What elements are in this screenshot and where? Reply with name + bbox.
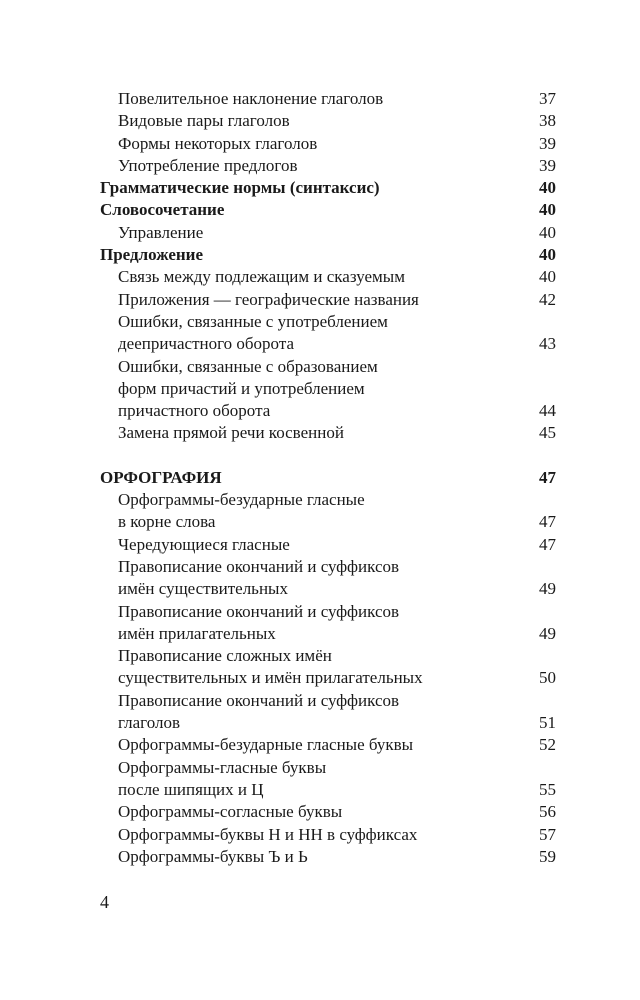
toc-entry-page: 39 xyxy=(539,155,556,175)
toc-entry-page: 39 xyxy=(539,133,556,153)
toc-entry-title: Правописание окончаний и суффиксов xyxy=(118,601,400,621)
toc-entry-title: Предложение xyxy=(100,245,203,265)
toc-entry-title: Правописание окончаний и суффиксов xyxy=(118,690,400,710)
toc-entry-page: 52 xyxy=(539,735,556,755)
toc-entry xyxy=(100,467,556,489)
toc-entry-title: Видовые пары глаголов xyxy=(118,111,290,131)
toc-entry-page: 40 xyxy=(539,178,556,198)
toc-entry-title: Формы некоторых глаголов xyxy=(118,133,318,153)
toc-entry-title: Управление xyxy=(118,222,204,242)
toc-entry xyxy=(100,400,556,422)
toc-entry-title: имён прилагательных xyxy=(118,623,276,643)
toc-entry-title: в корне слова xyxy=(118,512,216,532)
page-number: 4 xyxy=(100,892,109,912)
toc-entry-page: 59 xyxy=(539,846,556,866)
toc-entry xyxy=(100,645,556,667)
toc-entry xyxy=(100,534,556,556)
toc-entry-page: 45 xyxy=(539,423,556,443)
toc-entry-page: 42 xyxy=(539,289,556,309)
toc-entry-title: имён существительных xyxy=(118,579,288,599)
toc-entry-page: 47 xyxy=(539,467,556,487)
table-of-contents xyxy=(100,88,556,868)
toc-entry-page: 56 xyxy=(539,802,556,822)
toc-entry xyxy=(100,311,556,333)
toc-entry-title: после шипящих и Ц xyxy=(118,779,264,799)
toc-entry-title: Правописание сложных имён xyxy=(118,646,332,666)
toc-entry-page: 37 xyxy=(539,89,556,108)
toc-entry-title: Орфограммы-согласные буквы xyxy=(118,802,343,822)
toc-entry xyxy=(100,757,556,779)
toc-entry-title: Приложения — географические названия xyxy=(118,289,419,309)
toc-entry xyxy=(100,846,556,868)
toc-entry-title: Ошибки, связанные с употреблением xyxy=(118,311,388,331)
toc-entry-title: Орфограммы-безударные гласные буквы xyxy=(118,735,414,755)
toc-entry xyxy=(100,289,556,311)
toc-entry xyxy=(100,133,556,155)
toc-entry-page: 49 xyxy=(539,579,556,599)
toc-entry-title: деепричастного оборота xyxy=(118,334,295,354)
toc-entry xyxy=(100,110,556,132)
toc-entry xyxy=(100,779,556,801)
toc-entry-page: 44 xyxy=(539,401,556,421)
toc-entry xyxy=(100,511,556,533)
toc-entry-page: 40 xyxy=(539,245,556,265)
toc-entry xyxy=(100,801,556,823)
toc-entry-title: Орфограммы-буквы Н и НН в суффиксах xyxy=(118,824,418,844)
toc-entry-page: 55 xyxy=(539,779,556,799)
toc-entry-title: ОРФОГРАФИЯ xyxy=(100,467,222,487)
toc-entry-title: глаголов xyxy=(118,713,180,733)
toc-entry-title: Грамматические нормы (синтаксис) xyxy=(100,178,380,198)
toc-entry xyxy=(100,155,556,177)
toc-entry xyxy=(100,601,556,623)
toc-entry-title: Орфограммы-гласные буквы xyxy=(118,757,327,777)
toc-entry-page: 57 xyxy=(539,824,556,844)
toc-entry xyxy=(100,266,556,288)
toc-entry xyxy=(100,623,556,645)
toc-entry xyxy=(100,734,556,756)
toc-entry-page: 43 xyxy=(539,334,556,354)
toc-entry-title: Ошибки, связанные с образованием xyxy=(118,356,378,376)
toc-entry-title: форм причастий и употреблением xyxy=(118,378,365,398)
toc-entry-page: 38 xyxy=(539,111,556,131)
toc-entry-title: Связь между подлежащим и сказуемым xyxy=(118,267,405,287)
toc-entry xyxy=(100,712,556,734)
toc-entry-title: причастного оборота xyxy=(118,401,271,421)
toc-entry xyxy=(100,489,556,511)
toc-entry xyxy=(100,199,556,221)
toc-entry xyxy=(100,222,556,244)
toc-entry-title: Употребление предлогов xyxy=(118,155,298,175)
toc-entry-title: Повелительное наклонение глаголов xyxy=(118,89,384,108)
toc-entry xyxy=(100,824,556,846)
toc-entry xyxy=(100,556,556,578)
toc-entry-page: 40 xyxy=(539,200,556,220)
toc-entry-page: 47 xyxy=(539,512,556,532)
toc-entry-page: 40 xyxy=(539,222,556,242)
toc-entry xyxy=(100,667,556,689)
toc-entry-page: 50 xyxy=(539,668,556,688)
toc-entry xyxy=(100,378,556,400)
toc-entry xyxy=(100,578,556,600)
toc-entry-title: Орфограммы-безударные гласные xyxy=(118,490,365,510)
toc-entry xyxy=(100,244,556,266)
toc-entry-title: Орфограммы-буквы Ъ и Ь xyxy=(118,846,308,866)
toc-entry xyxy=(100,88,556,110)
toc-entry xyxy=(100,422,556,444)
toc-entry-page: 51 xyxy=(539,713,556,733)
toc-entry-title: Словосочетание xyxy=(100,200,225,220)
toc-entry-title: Замена прямой речи косвенной xyxy=(118,423,344,443)
toc-entry-title: существительных и имён прилагательных xyxy=(118,668,423,688)
toc-entry-page: 47 xyxy=(539,534,556,554)
toc-entry-title: Правописание окончаний и суффиксов xyxy=(118,556,400,576)
toc-entry xyxy=(100,356,556,378)
toc-entry-page: 49 xyxy=(539,623,556,643)
toc-entry xyxy=(100,177,556,199)
toc-entry-page: 40 xyxy=(539,267,556,287)
toc-entry-title: Чередующиеся гласные xyxy=(118,534,290,554)
toc-entry xyxy=(100,690,556,712)
toc-entry xyxy=(100,333,556,355)
